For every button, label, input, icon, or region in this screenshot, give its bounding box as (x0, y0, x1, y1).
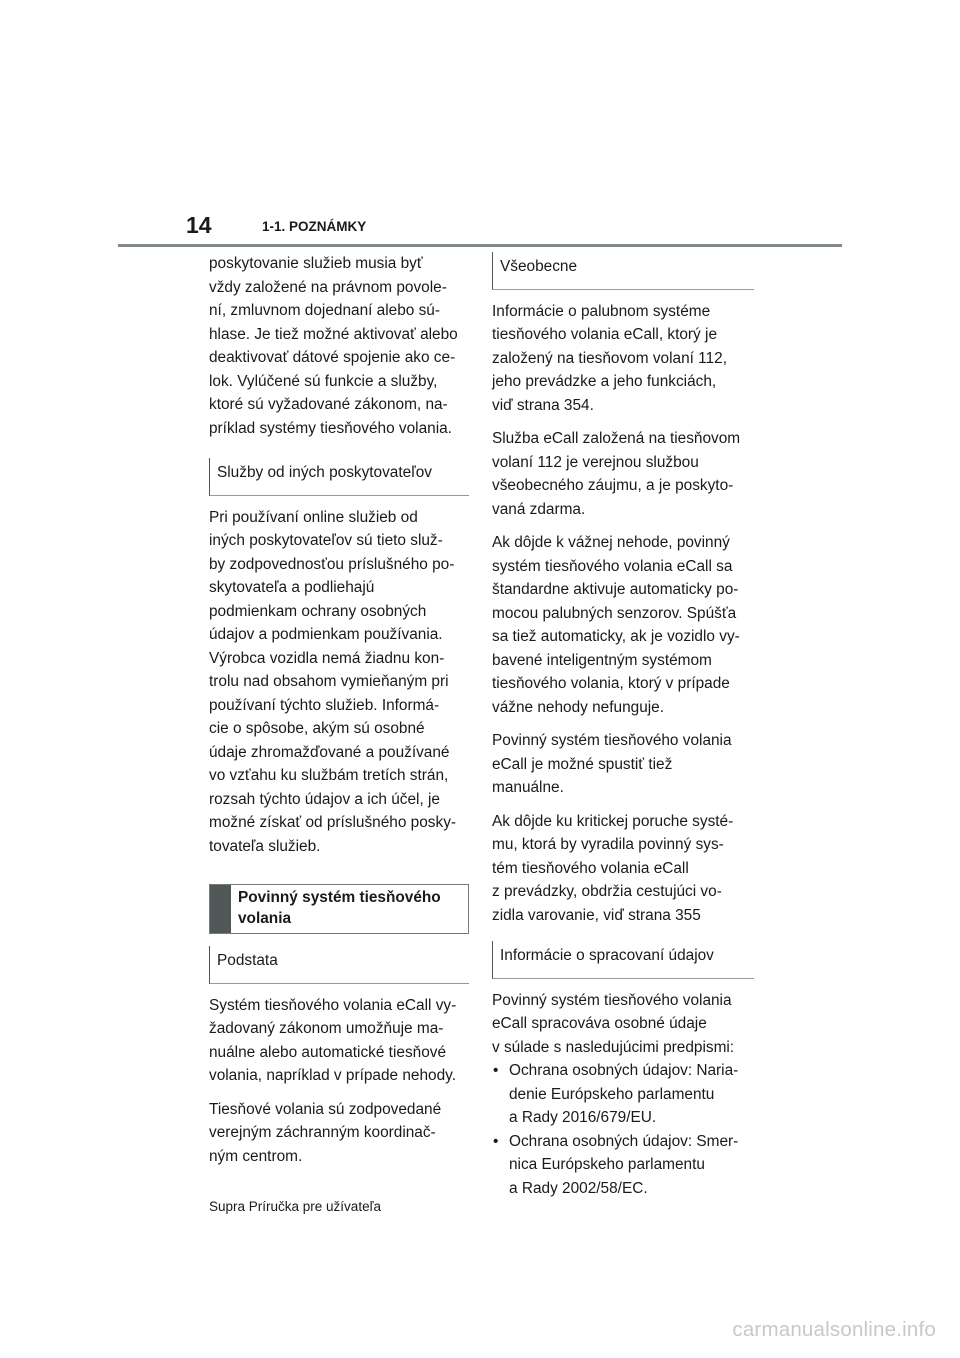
paragraph: Pri používaní online služieb od iných poskytovateľov sú tieto služ- by zodpovednosťou príslušného po- skytovateľa a podliehajú podmienkam ochrany osobných údajov a podmienkam používania. Výrobca vozidla nemá žiadnu kon- trolu nad obsahom vymieňaným pri používaní týchto služieb. Informá- cie o spôsobe, akým sú osobné údaje zhromažďované a používané vo vzťahu ku službám tretích strán, rozsah týchto údajov a ich účel, je možné získať od príslušného posky- tovateľa služieb. (209, 508, 457, 855)
subheading-other-providers: Služby od iných poskytovateľov (209, 458, 469, 496)
subheading-essence: Podstata (209, 946, 469, 984)
list-item-text: Ochrana osobných údajov: Smer- nica Európskeho parlamentu a Rady 2002/58/EC. (509, 1132, 739, 1197)
bullet-icon: • (493, 1132, 499, 1150)
paragraph: poskytovanie služieb musia byť vždy založené na právnom povole- ní, zmluvnom dojednaní alebo sú- hlase. Je tiež možné aktivovať alebo deaktivovať dátové spojenie ako ce- lok. Vylúčené sú funkcie a služby, ktoré sú vyžadované zákonom, na- príklad systémy tiesňového volania. (209, 255, 458, 437)
footer-manual-title: Supra Príručka pre užívateľa (209, 1199, 382, 1214)
bullet-icon: • (493, 1062, 499, 1079)
heading-marker-bar (210, 885, 231, 933)
list-item-text: Ochrana osobných údajov: Naria- denie Európskeho parlamentu a Rady 2016/679/EU. (509, 1062, 739, 1126)
left-column (209, 252, 469, 1178)
section-heading-box (209, 884, 469, 934)
section-title: 1-1. POZNÁMKY (262, 219, 367, 234)
list-item (492, 1059, 754, 1130)
regulation-list (492, 1059, 754, 1200)
paragraph: Tiesňové volania sú zodpovedané verejným záchranným koordinač- ným centrom. (209, 1100, 442, 1165)
header-divider (118, 244, 842, 247)
watermark: carmanualsonline.info (732, 1318, 936, 1341)
list-item (492, 1130, 754, 1201)
paragraph: Povinný systém tiesňového volania eCall spracováva osobné údaje v súlade s nasledujúcimi predpismi: (492, 991, 735, 1056)
subheading-general: Všeobecne (492, 252, 754, 290)
section-heading-ecall: Povinný systém tiesňového volania (238, 889, 441, 927)
subheading-data-processing: Informácie o spracovaní údajov (492, 941, 754, 979)
paragraph: Služba eCall založená na tiesňovom volaní 112 je verejnou službou všeobecného záujmu, a je poskyto- vaná zdarma. (492, 430, 741, 518)
page-number: 14 (186, 212, 212, 238)
paragraph: Systém tiesňového volania eCall vy- žadovaný zákonom umožňuje ma- nuálne alebo automatické tiesňové volania, napríklad v prípade nehody. (209, 996, 457, 1084)
paragraph: Ak dôjde ku kritickej poruche systé- mu, ktorá by vyradila povinný sys- tém tiesňového volania eCall z prevádzky, obdržia cestujúci vo- zidla varovanie, viď strana 355 (492, 812, 734, 924)
paragraph: Ak dôjde k vážnej nehode, povinný systém tiesňového volania eCall sa štandardne aktivuje automaticky po- mocou palubných senzorov. Spúšťa sa tiež automaticky, ak je vozidlo vy- bavené inteligentným systémom tiesňového volania, ktorý v prípade vážne nehody nefunguje. (492, 534, 740, 716)
paragraph: Povinný systém tiesňového volania eCall je možné spustiť tiež manuálne. (492, 732, 732, 796)
right-column (492, 252, 754, 1200)
paragraph: Informácie o palubnom systéme tiesňového volania eCall, ktorý je založený na tiesňovom volaní 112, jeho prevádzke a jeho funkciách, viď strana 354. (492, 302, 727, 414)
